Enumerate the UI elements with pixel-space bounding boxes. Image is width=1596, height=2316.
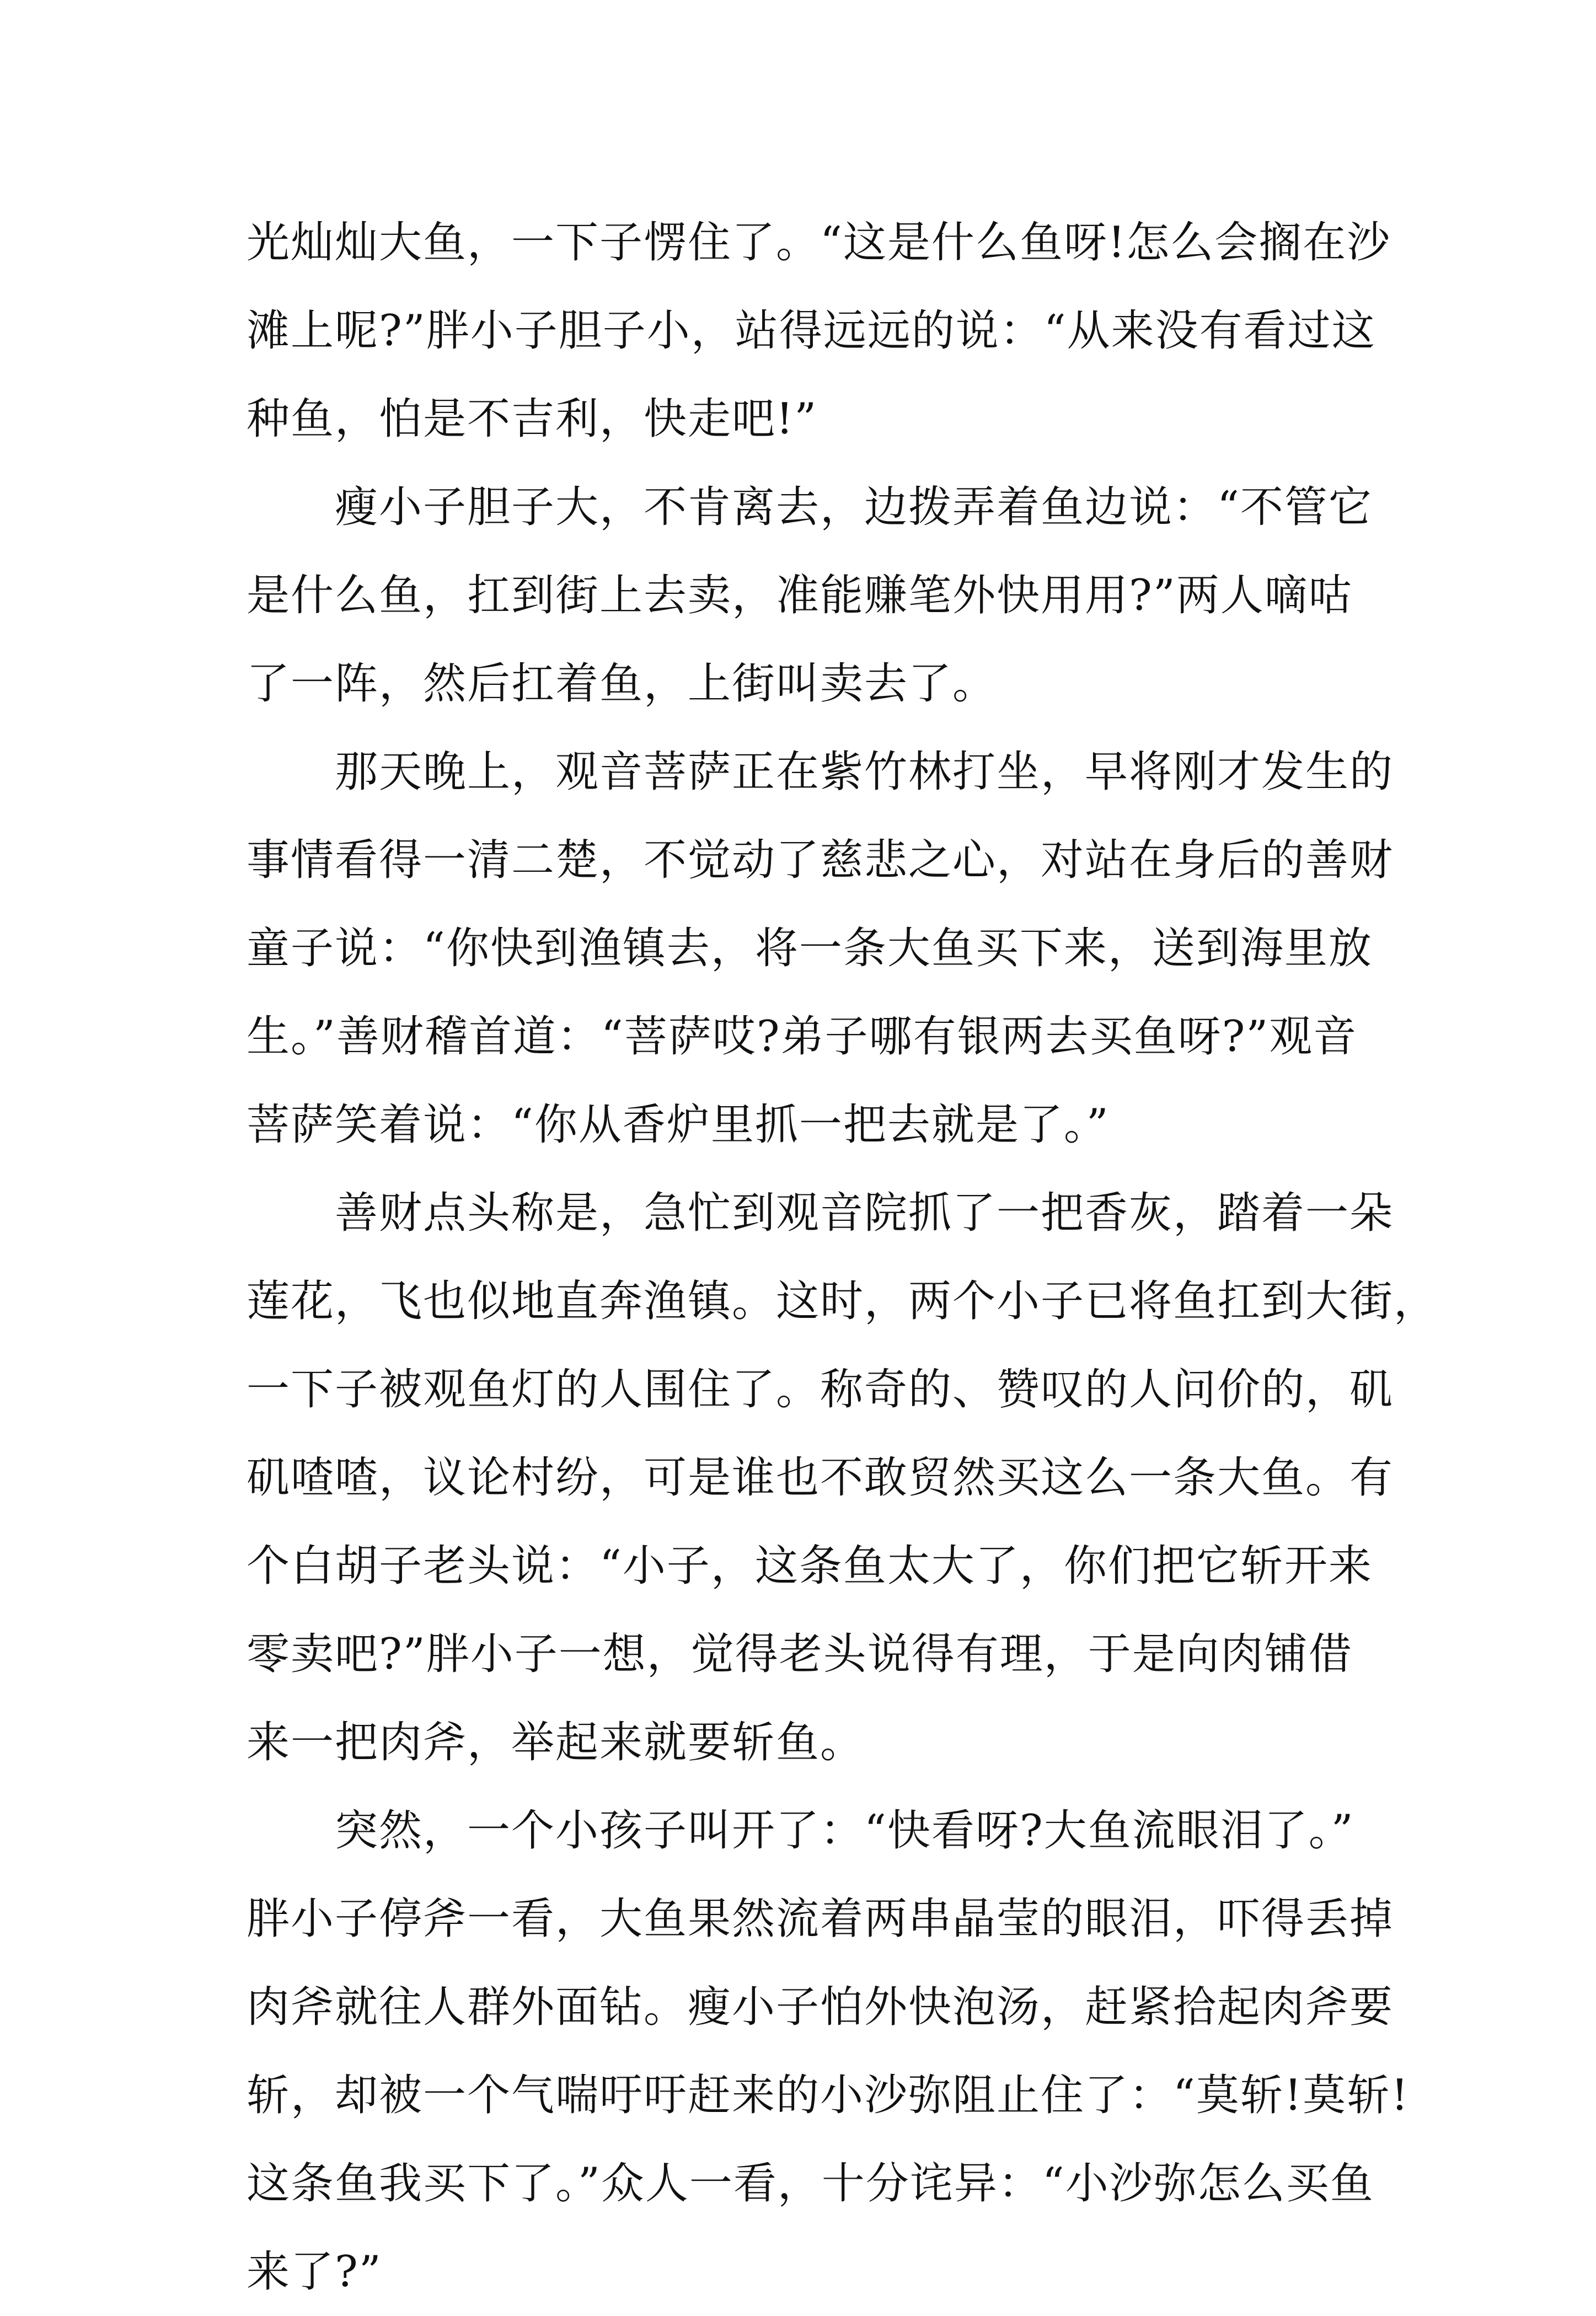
text-line: 斩，却被一个气喘吁吁赶来的小沙弥阻止住了：“莫斩!莫斩! xyxy=(247,2071,1410,2120)
text-line: 来了?” xyxy=(247,2247,382,2297)
text-line: 胖小子停斧一看，大鱼果然流着两串晶莹的眼泪，吓得丢掉 xyxy=(247,1894,1394,1944)
text-line: 菩萨笑着说：“你从香炉里抓一把去就是了。” xyxy=(247,1100,1110,1150)
text-line: 了一阵，然后扛着鱼，上街叫卖去了。 xyxy=(247,659,997,709)
text-line: 光灿灿大鱼，一下子愣住了。“这是什么鱼呀!怎么会搁在沙 xyxy=(247,218,1391,267)
text-line: 矶喳喳，议论村纷，可是谁也不敢贸然买这么一条大鱼。有 xyxy=(247,1453,1394,1503)
text-line: 生。”善财稽首道：“菩萨哎?弟子哪有银两去买鱼呀?”观音 xyxy=(247,1012,1358,1062)
text-line: 一下子被观鱼灯的人围住了。称奇的、赞叹的人问价的，矶 xyxy=(247,1365,1394,1414)
text-line: 这条鱼我买下了。”众人一看，十分诧异：“小沙弥怎么买鱼 xyxy=(247,2159,1374,2208)
text-line: 突然，一个小孩子叫开了：“快看呀?大鱼流眼泪了。” xyxy=(335,1806,1354,1856)
text-line: 滩上呢?”胖小子胆子小，站得远远的说：“从来没有看过这 xyxy=(247,306,1376,356)
text-line: 那天晚上，观音菩萨正在紫竹林打坐，早将刚才发生的 xyxy=(335,747,1394,797)
text-line: 事情看得一清二楚，不觉动了慈悲之心，对站在身后的善财 xyxy=(247,835,1394,885)
text-line: 善财点头称是，急忙到观音院抓了一把香灰，踏着一朵 xyxy=(335,1188,1394,1238)
text-line: 来一把肉斧，举起来就要斩鱼。 xyxy=(247,1718,865,1767)
text-line: 个白胡子老头说：“小子，这条鱼太大了，你们把它斩开来 xyxy=(247,1541,1373,1591)
text-line: 是什么鱼，扛到街上去卖，准能赚笔外快用用?”两人嘀咕 xyxy=(247,571,1353,620)
text-line: 种鱼，怕是不吉利，快走吧!” xyxy=(247,394,818,444)
text-line: 零卖吧?”胖小子一想，觉得老头说得有理，于是向肉铺借 xyxy=(247,1629,1353,1679)
text-line: 肉斧就往人群外面钻。瘦小子怕外快泡汤，赶紧拾起肉斧要 xyxy=(247,1982,1394,2032)
story-text-body xyxy=(247,199,1438,2316)
text-line: 莲花，飞也似地直奔渔镇。这时，两个小子已将鱼扛到大街， xyxy=(247,1277,1438,1326)
text-line: 瘦小子胆子大，不肯离去，边拨弄着鱼边说：“不管它 xyxy=(335,482,1373,532)
text-line: 童子说：“你快到渔镇去，将一条大鱼买下来，送到海里放 xyxy=(247,924,1373,973)
